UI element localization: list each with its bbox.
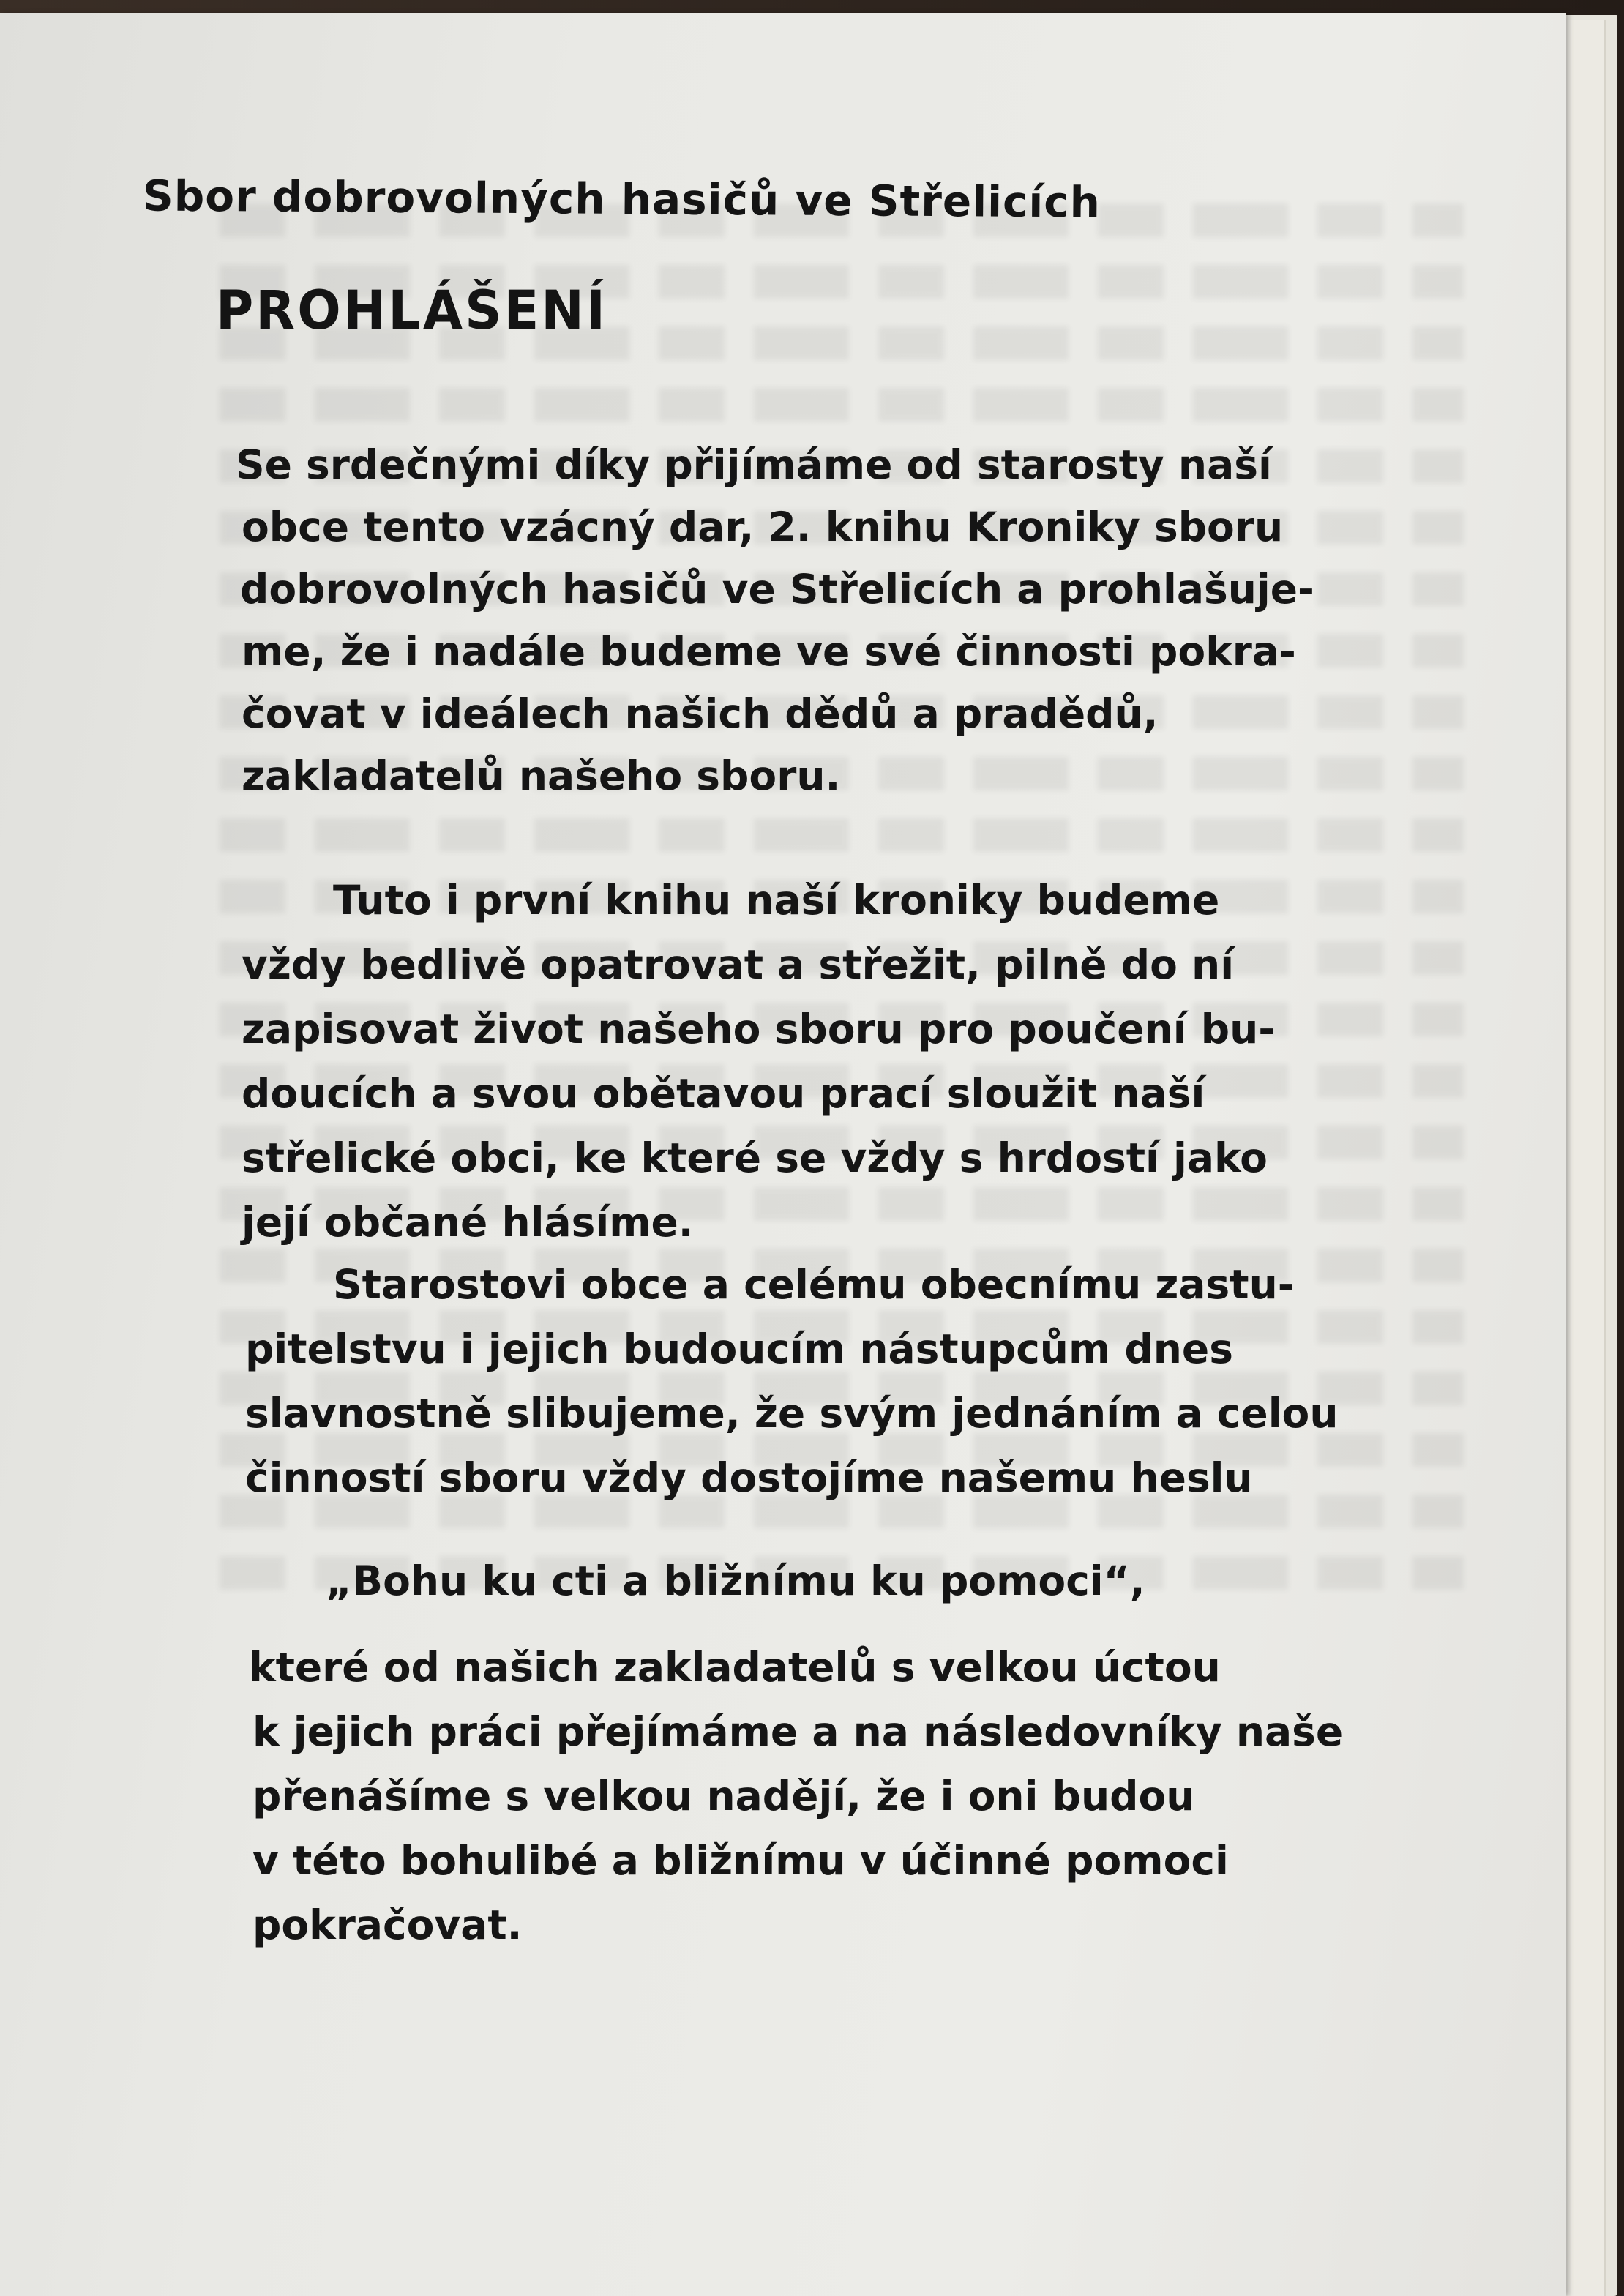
body-line: obce tento vzácný dar, 2. knihu Kroniky sboru bbox=[242, 504, 1284, 550]
body-line: které od našich zakladatelů s velkou úctou bbox=[249, 1644, 1221, 1691]
motto: „Bohu ku cti a bližnímu ku pomoci“, bbox=[326, 1558, 1145, 1604]
body-line: zapisovat život našeho sboru pro poučení bu- bbox=[242, 1006, 1276, 1052]
body-line: v této bohulibé a bližnímu v účinné pomoci bbox=[252, 1837, 1229, 1884]
body-line: střelické obci, ke které se vždy s hrdostí jako bbox=[242, 1134, 1268, 1181]
body-line: dobrovolných hasičů ve Střelicích a prohlašuje- bbox=[240, 566, 1314, 613]
body-line: přenášíme s velkou nadějí, že i oni budou bbox=[252, 1773, 1195, 1820]
body-line: činností sboru vždy dostojíme našemu heslu bbox=[245, 1454, 1253, 1501]
body-line: slavnostně slibujeme, že svým jednáním a celou bbox=[245, 1390, 1339, 1437]
body-line: Se srdečnými díky přijímáme od starosty naší bbox=[236, 441, 1272, 488]
document-page bbox=[0, 13, 1566, 2296]
body-line: k jejich práci přejímáme a na následovníky naše bbox=[252, 1708, 1344, 1755]
body-line: její občané hlásíme. bbox=[242, 1199, 694, 1246]
body-line: pitelstvu i jejich budoucím nástupcům dnes bbox=[245, 1325, 1233, 1372]
body-line: me, že i nadále budeme ve své činnosti pokra- bbox=[242, 628, 1296, 675]
document-body bbox=[0, 13, 1566, 2296]
body-line: Starostovi obce a celému obecnímu zastu- bbox=[333, 1261, 1295, 1308]
body-line: čovat v ideálech našich dědů a pradědů, bbox=[242, 690, 1159, 737]
body-line: vždy bedlivě opatrovat a střežit, pilně do ní bbox=[242, 941, 1235, 988]
body-line: zakladatelů našeho sboru. bbox=[242, 752, 841, 799]
document-title: PROHLÁŠENÍ bbox=[216, 278, 607, 343]
body-line: doucích a svou obětavou prací sloužit naší bbox=[242, 1070, 1205, 1117]
organization-heading: Sbor dobrovolných hasičů ve Střelicích bbox=[142, 171, 1101, 228]
body-line: pokračovat. bbox=[252, 1902, 523, 1948]
body-line: Tuto i první knihu naší kroniky budeme bbox=[333, 877, 1220, 924]
